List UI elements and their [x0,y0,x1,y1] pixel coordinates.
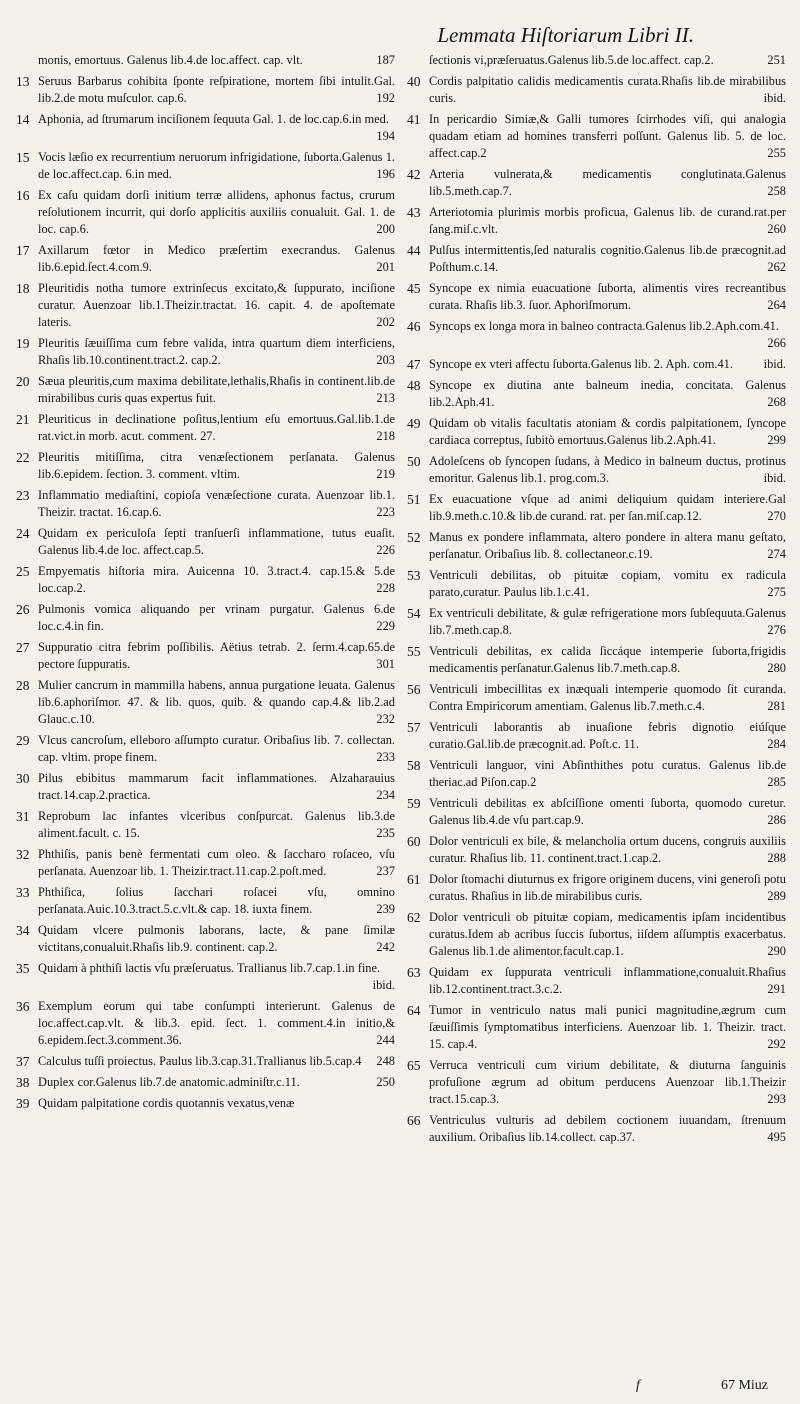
lemma-entry [16,1095,395,1112]
page-reference: 266 [767,336,786,350]
lemma-entry [407,111,786,162]
entry-body [38,846,395,880]
lemma-entry [407,318,786,352]
entry-text: Arteriotomia plurimis morbis proficua, Galenus lib. de curand.rat.per ſang.miſ.c.vlt. [429,205,786,236]
entry-number: 51 [407,492,421,507]
entry-number: 43 [407,205,421,220]
entry-text: Pulſus intermittentis,ſed naturalis cognitio.Galenus lib.de præcognit.ad Poſthum.c.14. [429,243,786,274]
entry-number: 61 [407,872,421,887]
entry-text: Dolor ſtomachi diuturnus ex frigore originem ducens, vini generoſi potu curatus. Rhaſius in lib.de mirabilibus curis. [429,872,786,903]
entry-body [429,871,786,905]
entry-number: 18 [16,281,30,296]
entry-number: 41 [407,112,421,127]
entry-body [38,187,395,238]
page-reference: 284 [767,737,786,751]
entry-text: monis, emortuus. Galenus lib.4.de loc.affect. cap. vlt. [38,53,303,67]
lemma-entry [407,280,786,314]
entry-body [429,491,786,525]
page-reference: 289 [767,889,786,903]
right-column [407,52,786,1150]
entry-body [38,73,395,107]
lemma-entry [407,415,786,449]
entry-number: 13 [16,74,30,89]
entry-text: Ventriculi debilitas, ex calida ſiccáque intemperie ſuborta,frigidis medicamentis perſanatur.Galenus lib.7.meth.cap.8. [429,644,786,675]
left-column [16,52,395,1150]
entry-number: 35 [16,961,30,976]
page-reference: 200 [376,222,395,236]
entry-number: 38 [16,1075,30,1090]
page-reference: 234 [376,788,395,802]
entry-body [38,808,395,842]
page-reference: 270 [767,509,786,523]
lemma-entry [407,1002,786,1053]
entry-number: 44 [407,243,421,258]
entry-text: Quidam palpitatione cordis quotannis vexatus,venæ [38,1096,295,1110]
entry-body [38,884,395,918]
lemma-entry [16,563,395,597]
lemma-entry [407,605,786,639]
page-reference: 274 [767,547,786,561]
entry-body [429,909,786,960]
entry-number: 58 [407,758,421,773]
entry-text: Pilus ebibitus mammarum facit inflammationes. Alzaharauius tract.14.cap.2.practica. [38,771,395,802]
lemma-entry [16,149,395,183]
lemma-entry [407,453,786,487]
lemma-entry [407,567,786,601]
entry-text: Mulier cancrum in mammilla habens, annua purgatione leuata. Galenus lib.6.aphoriſmor. 47. & lib. quos, quib. & quando cap.4.& lib.2.ad Glauc.c.10. [38,678,395,726]
page-reference: 301 [376,657,395,671]
entry-number: 65 [407,1058,421,1073]
page-reference: 290 [767,944,786,958]
entry-body [38,487,395,521]
entry-number: 27 [16,640,30,655]
lemma-entry [16,732,395,766]
entry-text: Suppuratio citra febrim poſſibilis. Aëtius tetrab. 2. ſerm.4.cap.65.de pectore ſuppuratis. [38,640,395,671]
page-reference: 242 [376,940,395,954]
entry-body [38,242,395,276]
entry-number: 52 [407,530,421,545]
lemma-entry [407,757,786,791]
entry-body [429,964,786,998]
entry-number: 37 [16,1054,30,1069]
entry-number: 25 [16,564,30,579]
page-reference: 239 [376,902,395,916]
entry-body [429,1002,786,1053]
entry-body [38,732,395,766]
page-reference: 232 [376,712,395,726]
page-reference: 235 [376,826,395,840]
lemma-entry [407,52,786,69]
entry-text: ſectionis vi,præſeruatus.Galenus lib.5.de loc.affect. cap.2. [429,53,714,67]
page-reference: 203 [376,353,395,367]
lemma-entry [407,719,786,753]
entry-number: 54 [407,606,421,621]
entry-number: 45 [407,281,421,296]
page-reference: 194 [376,129,395,143]
entry-body [38,149,395,183]
page-reference: ibid. [763,91,786,105]
entry-text: In pericardio Simiæ,& Galli tumores ſcirrhodes viſi, qui analogia quadam etiam ad homines transferri poſſunt. Galenus lib. 5. de loc. affect.cap.2 [429,112,786,160]
page-reference: ibid. [763,471,786,485]
page-reference: 275 [767,585,786,599]
lemma-entry [16,449,395,483]
lemma-entry [407,795,786,829]
lemma-entry [16,1053,395,1070]
entry-number: 64 [407,1003,421,1018]
entry-text: Pleuritidis notha tumore extrinſecus excitato,& ſuppurato, inciſione curatur. Auenzoar lib.1.Theizir.tractat. 16. capit. 4. de apoſtemate lateris. [38,281,395,329]
entry-number: 57 [407,720,421,735]
entry-body [429,377,786,411]
lemma-entry [16,187,395,238]
entry-number: 55 [407,644,421,659]
page-reference: 187 [376,53,395,67]
lemma-entry [16,487,395,521]
entry-body [429,280,786,314]
page-reference: 495 [767,1130,786,1144]
entry-text: Duplex cor.Galenus lib.7.de anatomic.adminiſtr.c.11. [38,1075,300,1089]
entry-number: 15 [16,150,30,165]
page-reference: 218 [376,429,395,443]
running-header: Lemmata Hiſtoriarum Libri II. [437,23,694,47]
entry-text: Quidam vlcere pulmonis laborans, lacte, & pane ſimilæ victitans,conualuit.Rhaſis lib.9. continent. cap.2. [38,923,395,954]
page-reference: 248 [376,1054,395,1068]
entry-number: 42 [407,167,421,182]
entry-text: Cordis palpitatio calidis medicamentis curata.Rhaſis lib.de mirabilibus curis. [429,74,786,105]
entry-body [429,318,786,352]
page-reference: 255 [767,146,786,160]
entry-text: Ventriculus vulturis ad debilem coctionem iuuandam, ſtrenuum auxilium. Oribaſius lib.14.collect. cap.37. [429,1113,786,1144]
entry-number: 32 [16,847,30,862]
lemma-entry [16,242,395,276]
page-reference: ibid. [372,978,395,992]
page-reference: 276 [767,623,786,637]
entry-text: Syncope ex vteri affectu ſuborta.Galenus lib. 2. Aph. com.41. [429,357,733,371]
entry-body [429,795,786,829]
entry-number: 22 [16,450,30,465]
page-reference: 196 [376,167,395,181]
entry-text: Axillarum fœtor in Medico præſertim execrandus. Galenus lib.6.epid.ſect.4.com.9. [38,243,395,274]
entry-text: Calculus tuſſi proiectus. Paulus lib.3.cap.31.Trallianus lib.5.cap.4 [38,1054,362,1068]
entry-text: Vocis læſio ex recurrentium neruorum infrigidatione, ſuborta.Galenus 1. de loc.affect.cap. 6.in med. [38,150,395,181]
page-reference: 262 [767,260,786,274]
lemma-entry [16,111,395,145]
entry-number: 23 [16,488,30,503]
entry-text: Quidam ex periculoſa ſepti tranſuerſi inflammatione, tutus euaſit. Galenus lib.4.de loc. affect.cap.5. [38,526,395,557]
entry-body [38,411,395,445]
page-reference: 244 [376,1033,395,1047]
entry-number: 24 [16,526,30,541]
page-reference: 202 [376,315,395,329]
entry-number: 16 [16,188,30,203]
lemma-entry [407,833,786,867]
page-reference: 281 [767,699,786,713]
page-reference: 233 [376,750,395,764]
entry-number: 14 [16,112,30,127]
page-reference: 268 [767,395,786,409]
entry-body [38,922,395,956]
entry-text: Ex caſu quidam dorſi initium terræ allidens, aphonus factus, crurum reſolutionem incurrit, qui dorſo applicitis auxiliis conualuit. Gal. 1. de loc. cap.6. [38,188,395,236]
entry-text: Sæua pleuritis,cum maxima debilitate,lethalis,Rhaſis in continent.lib.de mirabilibus curis quas expertus fuit. [38,374,395,405]
entry-body [429,111,786,162]
lemma-entry [407,73,786,107]
page-reference: 293 [767,1092,786,1106]
entry-body [38,998,395,1049]
entry-text: Pleuriticus in declinatione poſitus,lentium eſu emortuus.Gal.lib.1.de rat.vict.in morb. acut. comment. 27. [38,412,395,443]
entry-number: 36 [16,999,30,1014]
entry-number: 34 [16,923,30,938]
entry-text: Phthiſis, panis benè fermentati cum oleo. & ſaccharo roſaceo, vſu perſanata. Auenzoar lib. 1. Theizir.tract.11.cap.2.poſt.med. [38,847,395,878]
entry-number: 50 [407,454,421,469]
page-reference: 237 [376,864,395,878]
entry-number: 48 [407,378,421,393]
entry-text: Verruca ventriculi cum virium debilitate, & diuturna ſanguinis profuſione ægrum ad obitum perducens Auenzoar lib.1.Theizir tract.15.cap.3. [429,1058,786,1106]
entry-number: 59 [407,796,421,811]
entry-body [38,770,395,804]
catchword: 67 Miuz [720,1378,768,1393]
entry-body [429,453,786,487]
entry-text: Quidam ob vitalis facultatis atoniam & cordis palpitationem, ſyncope cardiaca correptus, ſubitò emortuus.Galenus lib.2.Aph.41. [429,416,786,447]
entry-body [429,529,786,563]
entry-text: Phthiſica, ſolius ſacchari roſacei vſu, omnino perſanata.Auic.10.3.tract.5.c.vlt.& cap. 18. iuxta finem. [38,885,395,916]
entry-number: 30 [16,771,30,786]
lemma-entry [407,356,786,373]
lemma-entry [16,808,395,842]
lemma-entry [407,166,786,200]
entry-body [38,280,395,331]
lemma-entry [16,525,395,559]
entry-body [429,1057,786,1108]
entry-body [38,335,395,369]
entry-body [407,52,786,69]
lemma-entry [16,960,395,994]
lemma-entry [16,884,395,918]
entry-body [38,960,395,994]
entry-number: 21 [16,412,30,427]
entry-body [429,356,786,373]
entry-body [38,1095,395,1112]
signature-mark: f [636,1378,640,1393]
page-reference: 292 [767,1037,786,1051]
lemma-entry [16,280,395,331]
page-footer [16,1376,786,1400]
entry-body [38,525,395,559]
entry-text: Dolor ventriculi ex bile, & melancholia ortum ducens, congruis auxiliis curatur. Rhaſius lib. 11. continent.tract.1.cap.2. [429,834,786,865]
entry-number: 19 [16,336,30,351]
page-reference: 251 [767,53,786,67]
entry-body [38,373,395,407]
entry-body [429,719,786,753]
entry-text: Dolor ventriculi ob pituitæ copiam, medicamentis ipſam incidentibus curatus.Idem ab acribus ſuccis ſubortus, iiſdem aſſumptis exacerbatus. Galenus lib.1.de alimentor.facult.cap.1. [429,910,786,958]
entry-number: 60 [407,834,421,849]
entry-number: 33 [16,885,30,900]
page-reference: 288 [767,851,786,865]
page-reference: 285 [767,775,786,789]
entry-text: Ventriculi languor, vini Abſinthithes potu curatus. Galenus lib.de theriac.ad Piſon.cap.2 [429,758,786,789]
lemma-entry [407,871,786,905]
entry-number: 17 [16,243,30,258]
page-reference: 250 [376,1075,395,1089]
lemma-entry [407,1112,786,1146]
entry-text: Quidam ex ſuppurata ventriculi inflammatione,conualuit.Rhaſius lib.12.continent.tract.3.c.2. [429,965,786,996]
lemma-entry [407,1057,786,1108]
entry-text: Adoleſcens ob ſyncopen ſudans, à Medico in balneum ductus, protinus emoritur. Galenus lib.1. prog.com.3. [429,454,786,485]
entry-body [429,242,786,276]
entry-text: Seruus Barbarus cohibita ſponte reſpiratione, mortem ſibi intulit.Gal. lib.2.de motu muſculor. cap.6. [38,74,395,105]
entry-text: Manus ex pondere inflammata, altero pondere in altera manu geſtato, perſanatur. Oribaſius lib. 8. collectaneor.c.19. [429,530,786,561]
lemma-entry [16,335,395,369]
page-reference: 260 [767,222,786,236]
entry-body [429,643,786,677]
entry-number: 39 [16,1096,30,1111]
entry-body [38,601,395,635]
lemma-entry [407,909,786,960]
entry-text: Vlcus cancroſum, elleboro aſſumpto curatur. Oribaſius lib. 7. collectan. cap. vltim. prope finem. [38,733,395,764]
entry-text: Ventriculi debilitas ex abſciſſione omenti ſuborta, quomodo curetur. Galenus lib.4.de vſu part.cap.9. [429,796,786,827]
entry-body [38,1053,395,1070]
lemma-entry [16,770,395,804]
page-reference: ibid. [763,357,786,371]
entry-text: Ventriculi imbecillitas ex inæquali intemperie quomodo ſit curanda. Contra Empiricorum amentiam. Galenus lib.7.meth.c.4. [429,682,786,713]
entry-number: 63 [407,965,421,980]
page-reference: 213 [376,391,395,405]
page-reference: 192 [376,91,395,105]
entry-number: 56 [407,682,421,697]
entry-text: Pleuritis ſæuiſſima cum febre valida, intra quartum diem interficiens, Rhaſis lib.10.continent.tract.2. cap.2. [38,336,395,367]
lemma-entry [16,922,395,956]
entry-text: Tumor in ventriculo natus mali punici magnitudine,ægrum cum ſæuiſſimis ſymptomatibus interficiens. Auenzoar lib. 1. Theizir. tract. 15. cap.4. [429,1003,786,1051]
entry-number: 26 [16,602,30,617]
entry-text: Ventriculi debilitas, ob pituitæ copiam, vomitu ex radicula parato,curatur. Paulus lib.1.c.41. [429,568,786,599]
page-reference: 291 [767,982,786,996]
lemma-entry [16,1074,395,1091]
page-reference: 280 [767,661,786,675]
lemma-entry [16,639,395,673]
entry-text: Exemplum eorum qui tabe conſumpti interierunt. Galenus de loc.affect.cap.vlt. & lib.3. epid. ſect. 1. comment.4.in initio,& 6.epidem.ſect.3.comment.36. [38,999,395,1047]
lemma-entry [407,681,786,715]
lemma-entry [16,52,395,69]
lemma-entry [407,377,786,411]
lemma-entry [407,529,786,563]
entry-text: Inflammatio mediaſtini, copioſa venæſectione curata. Auenzoar lib.1. Theizir. tractat. 16.cap.6. [38,488,395,519]
page-reference: 264 [767,298,786,312]
entry-body [38,111,395,145]
lemma-entry [407,204,786,238]
entry-text: Syncops ex longa mora in balneo contracta.Galenus lib.2.Aph.com.41. [429,319,779,333]
entry-number: 49 [407,416,421,431]
entry-body [38,1074,395,1091]
entry-body [38,639,395,673]
page-reference: 258 [767,184,786,198]
entry-text: Syncope ex diutina ante balneum inedia, concitata. Galenus lib.2.Aph.41. [429,378,786,409]
entry-number: 53 [407,568,421,583]
page-reference: 228 [376,581,395,595]
entry-body [38,677,395,728]
entry-body [38,563,395,597]
lemma-entry [407,964,786,998]
entry-text: Aphonia, ad ſtrumarum inciſionem ſequuta Gal. 1. de loc.cap.6.in med. [38,112,389,126]
lemma-entry [16,677,395,728]
entry-text: Ex euacuatione vſque ad animi deliquium quidam interiere.Gal lib.9.meth.c.10.& lib.de curand. rat. per ſan.miſ.cap.12. [429,492,786,523]
entry-body [429,415,786,449]
lemma-entry [407,643,786,677]
entry-text: Reprobum lac infantes vlceribus conſpurcat. Galenus lib.3.de aliment.facult. c. 15. [38,809,395,840]
entry-text: Ex ventriculi debilitate, & gulæ refrigeratione mors ſubſequuta.Galenus lib.7.meth.cap.8. [429,606,786,637]
entry-body [429,605,786,639]
lemma-entry [16,601,395,635]
entry-text: Empyematis hiſtoria mira. Auicenna 10. 3.tract.4. cap.15.& 5.de loc.cap.2. [38,564,395,595]
entry-body [429,1112,786,1146]
entry-text: Arteria vulnerata,& medicamentis conglutinata.Galenus lib.5.meth.cap.7. [429,167,786,198]
entry-body [429,757,786,791]
page-reference: 201 [376,260,395,274]
lemma-entry [407,242,786,276]
lemma-entry [16,846,395,880]
entry-number: 66 [407,1113,421,1128]
entry-body [429,73,786,107]
entry-number: 28 [16,678,30,693]
entry-number: 46 [407,319,421,334]
lemma-entry [16,998,395,1049]
page-reference: 223 [376,505,395,519]
page-reference: 286 [767,813,786,827]
entry-text: Ventriculi laborantis ab inuaſione febris dignotio eiúſque curatio.Gal.lib.de præcognit.ad. Poſt.c. 11. [429,720,786,751]
entry-text: Syncope ex nimia euacuatione ſuborta, alimentis vires recreantibus curata. Rhaſis lib.3. ſuor. Aphoriſmorum. [429,281,786,312]
entry-body [429,567,786,601]
page-reference: 299 [767,433,786,447]
entry-body [429,681,786,715]
entry-body [38,449,395,483]
entry-number: 47 [407,357,421,372]
entry-body [429,166,786,200]
entry-number: 29 [16,733,30,748]
entry-body [429,204,786,238]
entry-number: 40 [407,74,421,89]
entry-number: 31 [16,809,30,824]
lemma-entry [16,73,395,107]
lemma-entry [16,411,395,445]
entry-text: Quidam à phthiſi lactis vſu præſeruatus. Trallianus lib.7.cap.1.in fine. [38,961,381,975]
entry-body [429,833,786,867]
entry-text: Pulmonis vomica aliquando per vrinam purgatur. Galenus 6.de loc.c.4.in fin. [38,602,395,633]
entry-text: Pleuritis mitiſſima, citra venæſectionem perſanata. Galenus lib.6.epidem. ſection. 3. comment. vltim. [38,450,395,481]
lemma-entry [407,491,786,525]
entry-body [16,52,395,69]
entry-number: 62 [407,910,421,925]
lemma-entry [16,373,395,407]
entry-number: 20 [16,374,30,389]
page-reference: 226 [376,543,395,557]
page-reference: 229 [376,619,395,633]
page-reference: 219 [376,467,395,481]
